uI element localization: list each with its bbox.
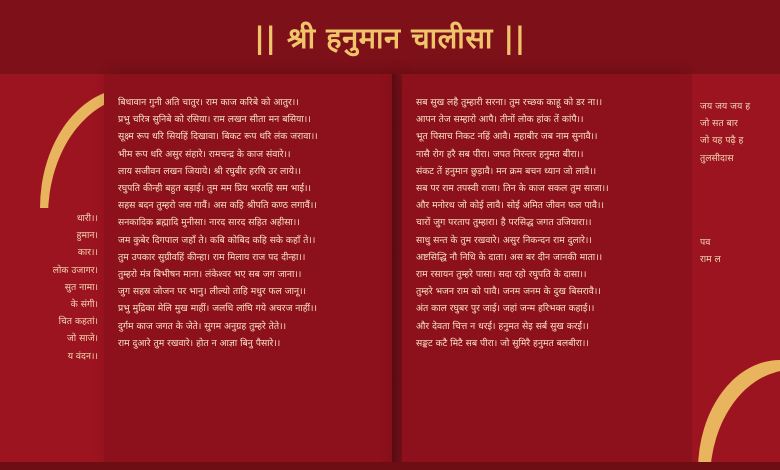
list-item: जय जय जय ह bbox=[700, 101, 751, 112]
left-panel-text bbox=[0, 210, 104, 365]
list-item: रघुपति कीन्ही बहुत बड़ाई। तुम मम प्रिय भरतहि सम भाई।। bbox=[118, 183, 312, 195]
list-item: सुत नामा। bbox=[64, 281, 98, 293]
list-item: भूत पिसाच निकट नहिं आवै। महाबीर जब नाम सुनावै।। bbox=[416, 131, 598, 143]
list-item: सहस बदन तुम्हरो जस गावैं। अस कहि श्रीपति कण्ठ लगावैं।। bbox=[118, 200, 317, 212]
left-decorative-panel bbox=[0, 74, 104, 470]
list-item: के संगी। bbox=[70, 299, 98, 311]
list-item: जम कुबेर दिगपाल जहाँ ते। कबि कोबिद कहि सके कहाँ ते।। bbox=[118, 234, 316, 246]
verse-column-two bbox=[402, 74, 692, 470]
list-item: तुलसीदास bbox=[700, 152, 734, 164]
list-item: सूक्ष्म रूप धरि सियहिं दिखावा। बिकट रूप धरि लंक जरावा।। bbox=[118, 131, 318, 143]
page-title: || श्री हनुमान चालीसा || bbox=[254, 20, 526, 55]
bottom-band bbox=[0, 462, 780, 470]
list-item: सङ्कट कटै मिटै सब पीरा। जो सुमिरै हनुमत बलबीरा।। bbox=[416, 337, 589, 349]
list-item: लोक उजागर। bbox=[52, 264, 98, 276]
verse-list-two bbox=[402, 94, 692, 352]
list-item: धारी।। bbox=[76, 213, 98, 224]
right-panel-text bbox=[692, 98, 780, 167]
list-item: सनकादिक ब्रह्मादि मुनीसा। नारद सारद सहित अहीसा।। bbox=[118, 217, 300, 229]
list-item: राम ल bbox=[700, 254, 721, 266]
list-item: तुम्हरे भजन राम को पावै। जनम जनम के दुख बिसरावै।। bbox=[416, 286, 601, 298]
list-item: आपन तेज सम्हारो आपै। तीनों लोक हांक तें कांपै।। bbox=[416, 114, 584, 126]
list-item: सब पर राम तपस्वी राजा। तिन के काज सकल तुम साजा।। bbox=[416, 183, 609, 195]
center-fold-divider bbox=[392, 74, 402, 470]
list-item: कार।। bbox=[77, 247, 98, 259]
verse-list-one bbox=[104, 94, 392, 352]
list-item: चित कहतां। bbox=[58, 316, 98, 328]
verse-column-one bbox=[104, 74, 392, 470]
list-item: जो साजे। bbox=[66, 333, 98, 345]
list-item: लाय सजीवन लखन जियाये। श्री रघुबीर हरषि उर लाये।। bbox=[118, 165, 301, 177]
list-item: जो यह पढ़ै ह bbox=[700, 135, 744, 147]
list-item: और देवता चित्त न धरई। हनुमत सेइ सर्ब सुख करई।। bbox=[416, 320, 590, 332]
list-item: राम रसायन तुम्हरे पासा। सदा रहो रघुपति के दासा।। bbox=[416, 269, 587, 281]
list-item: हुमान। bbox=[76, 230, 98, 242]
list-item: और मनोरथ जो कोई लावै। सोई अमित जीवन फल पावै।। bbox=[416, 200, 605, 212]
list-item: भीम रूप धरि असुर संहारे। रामचन्द्र के काज संवारे।। bbox=[118, 148, 291, 160]
list-item: अष्टसिद्धि नौ निधि के दाता। अस बर दीन जानकी माता।। bbox=[416, 251, 603, 263]
list-item: तुम उपकार सुग्रीवहिं कीन्हा। राम मिलाय राज पद दीन्हा।। bbox=[118, 251, 306, 263]
list-item: दुर्गम काज जगत के जेते। सुगम अनुग्रह तुम्हरे तेते।। bbox=[118, 320, 287, 332]
title-band bbox=[0, 0, 780, 74]
list-item: य वंदन।। bbox=[67, 350, 98, 362]
list-item: साधु सन्त के तुम रखवारे। असुर निकन्दन राम दुलारे।। bbox=[416, 234, 592, 246]
list-item: तुम्हरो मंत्र बिभीषन माना। लंकेश्वर भए सब जग जाना।। bbox=[118, 269, 302, 281]
list-item: प्रभु चरित्र सुनिबे को रसिया। राम लखन सीता मन बसिया।। bbox=[118, 114, 311, 126]
list-item: पव bbox=[700, 237, 711, 248]
right-panel-signature bbox=[692, 234, 780, 268]
list-item: चारों जुग परताप तुम्हारा। है परसिद्ध जगत उजियारा।। bbox=[416, 217, 592, 229]
list-item: राम दुआरे तुम रखवारे। होत न आज्ञा बिनु पैसारे।। bbox=[118, 337, 281, 349]
list-item: प्रभु मुद्रिका मेलि मुख माहीं। जलधि लांघि गये अचरज नाहीं।। bbox=[118, 303, 318, 315]
list-item: संकट तें हनुमान छुड़ावै। मन क्रम बचन ध्यान जो लावै।। bbox=[416, 165, 597, 177]
list-item: बिधावान गुनी अति चातुर। राम काज करिबे को आतुर।। bbox=[118, 97, 299, 108]
list-item: जुग सहस्र जोजन पर भानु। लील्यो ताहि मधुर फल जानू।। bbox=[118, 286, 307, 298]
list-item: अंत काल रघुबर पुर जाई। जहां जन्म हरिभक्त कहाई।। bbox=[416, 303, 595, 315]
list-item: नासै रोग हरै सब पीरा। जपत निरन्तर हनुमत बीरा।। bbox=[416, 148, 584, 160]
list-item: जो सत बार bbox=[700, 118, 738, 130]
list-item: सब सुख लहै तुम्हारी सरना। तुम रच्छक काहू को डर ना।। bbox=[416, 97, 603, 108]
panels-row bbox=[0, 74, 780, 470]
right-decorative-panel bbox=[692, 74, 780, 470]
